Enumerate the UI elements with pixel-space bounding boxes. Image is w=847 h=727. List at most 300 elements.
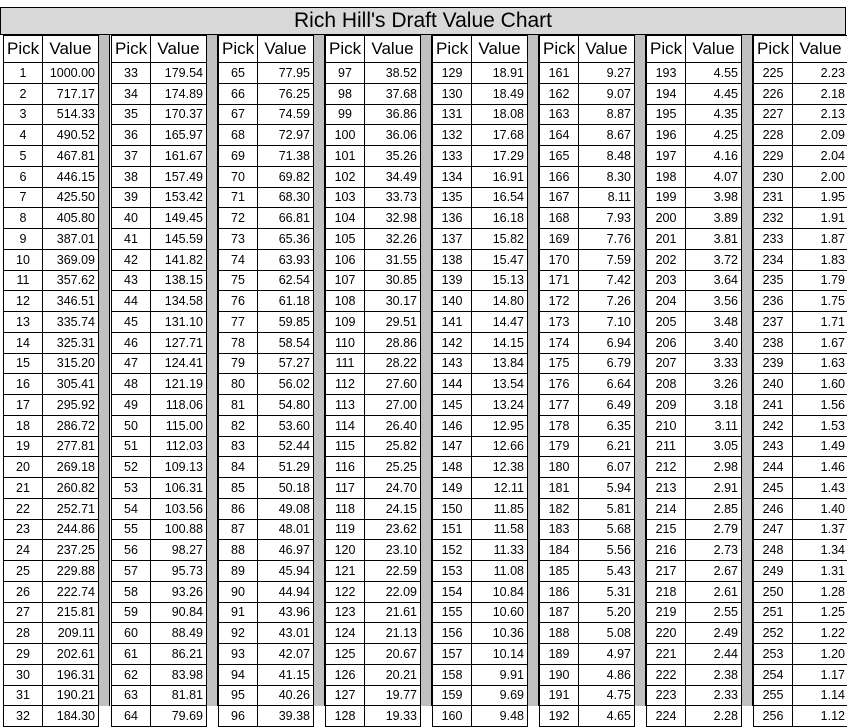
value-cell: 103.56 [151, 498, 207, 519]
value-cell: 6.21 [579, 436, 635, 457]
value-cell: 6.35 [579, 415, 635, 436]
value-cell: 15.82 [472, 229, 528, 250]
pick-cell: 137 [433, 229, 472, 250]
pick-cell: 62 [112, 664, 151, 685]
table-row [433, 270, 528, 291]
pick-cell: 243 [754, 436, 793, 457]
pick-cell: 107 [326, 270, 365, 291]
table-row [540, 478, 635, 499]
table-row [540, 229, 635, 250]
pick-cell: 32 [4, 706, 43, 727]
value-cell: 1.75 [793, 291, 847, 312]
value-cell: 90.84 [151, 602, 207, 623]
pick-cell: 143 [433, 353, 472, 374]
value-cell: 7.76 [579, 229, 635, 250]
pick-cell: 181 [540, 478, 579, 499]
value-cell: 1.83 [793, 249, 847, 270]
pick-cell: 203 [647, 270, 686, 291]
pick-cell: 194 [647, 83, 686, 104]
pick-cell: 204 [647, 291, 686, 312]
value-cell: 42.07 [258, 644, 314, 665]
pick-cell: 237 [754, 312, 793, 333]
table-row [754, 685, 847, 706]
value-cell: 5.56 [579, 540, 635, 561]
table-row [219, 229, 314, 250]
pick-cell: 126 [326, 664, 365, 685]
value-cell: 16.91 [472, 166, 528, 187]
table-row [112, 312, 207, 333]
value-cell: 4.86 [579, 664, 635, 685]
pick-cell: 242 [754, 415, 793, 436]
value-cell: 20.21 [365, 664, 421, 685]
pick-cell: 30 [4, 664, 43, 685]
table-row [112, 602, 207, 623]
pick-header: Pick [112, 36, 151, 63]
table-row [647, 374, 742, 395]
table-row [4, 498, 99, 519]
value-header: Value [579, 36, 635, 63]
pick-cell: 111 [326, 353, 365, 374]
value-cell: 2.13 [793, 104, 847, 125]
pick-cell: 53 [112, 478, 151, 499]
table-row [754, 519, 847, 540]
value-cell: 3.11 [686, 415, 742, 436]
table-row [326, 581, 421, 602]
table-row [4, 208, 99, 229]
value-cell: 145.59 [151, 229, 207, 250]
table-row [112, 83, 207, 104]
value-cell: 15.47 [472, 249, 528, 270]
table-row [540, 374, 635, 395]
value-cell: 184.30 [43, 706, 99, 727]
value-cell: 18.49 [472, 83, 528, 104]
value-cell: 369.09 [43, 249, 99, 270]
table-row [754, 540, 847, 561]
pick-cell: 156 [433, 623, 472, 644]
pick-cell: 157 [433, 644, 472, 665]
table-row [433, 602, 528, 623]
table-row [647, 312, 742, 333]
value-cell: 65.36 [258, 229, 314, 250]
value-cell: 15.13 [472, 270, 528, 291]
value-cell: 2.33 [686, 685, 742, 706]
pick-cell: 11 [4, 270, 43, 291]
table-row [219, 166, 314, 187]
pick-cell: 105 [326, 229, 365, 250]
table-row [754, 374, 847, 395]
pick-cell: 128 [326, 706, 365, 727]
pick-cell: 59 [112, 602, 151, 623]
value-cell: 1.87 [793, 229, 847, 250]
pick-cell: 63 [112, 685, 151, 706]
value-cell: 2.49 [686, 623, 742, 644]
pick-cell: 141 [433, 312, 472, 333]
table-row [754, 415, 847, 436]
value-cell: 2.44 [686, 644, 742, 665]
value-cell: 1.49 [793, 436, 847, 457]
table-row [4, 229, 99, 250]
value-cell: 3.89 [686, 208, 742, 229]
table-row [4, 395, 99, 416]
pick-cell: 196 [647, 125, 686, 146]
pick-cell: 102 [326, 166, 365, 187]
table-row [112, 457, 207, 478]
pick-cell: 240 [754, 374, 793, 395]
value-cell: 305.41 [43, 374, 99, 395]
value-cell: 16.54 [472, 187, 528, 208]
table-row [4, 249, 99, 270]
table-row [326, 540, 421, 561]
pick-cell: 185 [540, 561, 579, 582]
value-header: Value [151, 36, 207, 63]
table-row [4, 478, 99, 499]
value-cell: 269.18 [43, 457, 99, 478]
value-cell: 4.97 [579, 644, 635, 665]
table-row [112, 540, 207, 561]
pick-cell: 176 [540, 374, 579, 395]
table-row [647, 644, 742, 665]
pick-cell: 155 [433, 602, 472, 623]
table-row [433, 540, 528, 561]
pick-value-table [753, 35, 847, 727]
table-row [326, 353, 421, 374]
pick-cell: 221 [647, 644, 686, 665]
pick-cell: 219 [647, 602, 686, 623]
table-row [4, 374, 99, 395]
table-row [326, 519, 421, 540]
value-cell: 1.17 [793, 664, 847, 685]
value-cell: 1.67 [793, 332, 847, 353]
pick-cell: 99 [326, 104, 365, 125]
table-row [219, 623, 314, 644]
value-cell: 3.18 [686, 395, 742, 416]
value-cell: 244.86 [43, 519, 99, 540]
table-row [754, 561, 847, 582]
pick-cell: 256 [754, 706, 793, 727]
table-row [433, 166, 528, 187]
value-cell: 88.49 [151, 623, 207, 644]
table-row [647, 291, 742, 312]
value-cell: 83.98 [151, 664, 207, 685]
pick-cell: 212 [647, 457, 686, 478]
pick-cell: 236 [754, 291, 793, 312]
table-row [326, 664, 421, 685]
value-cell: 32.98 [365, 208, 421, 229]
value-cell: 57.27 [258, 353, 314, 374]
table-row [219, 644, 314, 665]
pick-cell: 66 [219, 83, 258, 104]
value-cell: 149.45 [151, 208, 207, 229]
pick-cell: 132 [433, 125, 472, 146]
table-row [754, 623, 847, 644]
table-row [326, 291, 421, 312]
pick-cell: 249 [754, 561, 793, 582]
value-cell: 45.94 [258, 561, 314, 582]
value-cell: 7.42 [579, 270, 635, 291]
value-cell: 69.82 [258, 166, 314, 187]
table-row [433, 457, 528, 478]
pick-cell: 250 [754, 581, 793, 602]
pick-cell: 180 [540, 457, 579, 478]
pick-cell: 232 [754, 208, 793, 229]
pick-cell: 202 [647, 249, 686, 270]
value-cell: 12.38 [472, 457, 528, 478]
pick-cell: 39 [112, 187, 151, 208]
value-cell: 41.15 [258, 664, 314, 685]
pick-cell: 166 [540, 166, 579, 187]
table-row [4, 291, 99, 312]
value-cell: 22.09 [365, 581, 421, 602]
header-row [326, 36, 421, 63]
value-cell: 28.86 [365, 332, 421, 353]
table-row [4, 353, 99, 374]
value-cell: 4.65 [579, 706, 635, 727]
pick-cell: 58 [112, 581, 151, 602]
value-cell: 48.01 [258, 519, 314, 540]
table-row [433, 63, 528, 84]
pick-cell: 20 [4, 457, 43, 478]
pick-cell: 6 [4, 166, 43, 187]
pick-cell: 17 [4, 395, 43, 416]
pick-value-table [3, 35, 99, 727]
pick-cell: 15 [4, 353, 43, 374]
value-cell: 12.95 [472, 415, 528, 436]
pick-cell: 12 [4, 291, 43, 312]
pick-cell: 187 [540, 602, 579, 623]
table-row [647, 498, 742, 519]
pick-cell: 26 [4, 581, 43, 602]
table-row [326, 83, 421, 104]
table-row [647, 249, 742, 270]
table-row [540, 706, 635, 727]
table-row [326, 706, 421, 727]
table-row [647, 63, 742, 84]
pick-cell: 145 [433, 395, 472, 416]
pick-cell: 45 [112, 312, 151, 333]
pick-cell: 142 [433, 332, 472, 353]
table-row [326, 332, 421, 353]
pick-cell: 251 [754, 602, 793, 623]
pick-cell: 195 [647, 104, 686, 125]
table-row [4, 644, 99, 665]
pick-cell: 5 [4, 146, 43, 167]
table-row [754, 457, 847, 478]
table-row [219, 146, 314, 167]
value-cell: 5.08 [579, 623, 635, 644]
pick-cell: 210 [647, 415, 686, 436]
value-cell: 1.46 [793, 457, 847, 478]
value-cell: 222.74 [43, 581, 99, 602]
value-cell: 153.42 [151, 187, 207, 208]
table-row [433, 374, 528, 395]
pick-cell: 209 [647, 395, 686, 416]
pick-cell: 83 [219, 436, 258, 457]
table-row [112, 187, 207, 208]
pick-cell: 167 [540, 187, 579, 208]
pick-cell: 41 [112, 229, 151, 250]
value-cell: 9.48 [472, 706, 528, 727]
pick-cell: 198 [647, 166, 686, 187]
value-cell: 10.36 [472, 623, 528, 644]
value-header: Value [793, 36, 847, 63]
pick-cell: 149 [433, 478, 472, 499]
table-row [219, 540, 314, 561]
value-cell: 1.91 [793, 208, 847, 229]
value-cell: 127.71 [151, 332, 207, 353]
pick-cell: 163 [540, 104, 579, 125]
table-row [219, 332, 314, 353]
pick-cell: 119 [326, 519, 365, 540]
value-cell: 30.85 [365, 270, 421, 291]
value-cell: 3.05 [686, 436, 742, 457]
value-cell: 717.17 [43, 83, 99, 104]
table-row [647, 519, 742, 540]
pick-cell: 55 [112, 519, 151, 540]
pick-cell: 222 [647, 664, 686, 685]
value-cell: 8.87 [579, 104, 635, 125]
table-row [326, 561, 421, 582]
table-row [754, 581, 847, 602]
pick-cell: 80 [219, 374, 258, 395]
value-cell: 2.91 [686, 478, 742, 499]
table-row [433, 249, 528, 270]
value-cell: 2.61 [686, 581, 742, 602]
pick-value-table [111, 35, 207, 727]
table-row [4, 436, 99, 457]
table-row [112, 208, 207, 229]
value-cell: 23.62 [365, 519, 421, 540]
pick-cell: 10 [4, 249, 43, 270]
pick-cell: 29 [4, 644, 43, 665]
value-cell: 11.58 [472, 519, 528, 540]
value-cell: 31.55 [365, 249, 421, 270]
value-cell: 22.59 [365, 561, 421, 582]
column-separator [634, 35, 646, 706]
table-row [754, 436, 847, 457]
value-cell: 7.10 [579, 312, 635, 333]
table-row [433, 187, 528, 208]
table-row [540, 498, 635, 519]
pick-cell: 144 [433, 374, 472, 395]
value-cell: 59.85 [258, 312, 314, 333]
table-row [647, 685, 742, 706]
pick-cell: 160 [433, 706, 472, 727]
table-row [112, 395, 207, 416]
table-row [540, 291, 635, 312]
table-row [112, 561, 207, 582]
header-row [219, 36, 314, 63]
table-row [540, 395, 635, 416]
table-row [219, 664, 314, 685]
pick-cell: 37 [112, 146, 151, 167]
value-cell: 8.30 [579, 166, 635, 187]
pick-cell: 152 [433, 540, 472, 561]
table-row [112, 146, 207, 167]
pick-cell: 201 [647, 229, 686, 250]
pick-cell: 220 [647, 623, 686, 644]
pick-cell: 118 [326, 498, 365, 519]
table-row [433, 104, 528, 125]
table-row [433, 664, 528, 685]
pick-cell: 31 [4, 685, 43, 706]
table-row [4, 187, 99, 208]
pick-cell: 229 [754, 146, 793, 167]
pick-cell: 38 [112, 166, 151, 187]
pick-value-table [432, 35, 528, 727]
pick-cell: 56 [112, 540, 151, 561]
value-cell: 209.11 [43, 623, 99, 644]
pick-cell: 153 [433, 561, 472, 582]
pick-cell: 72 [219, 208, 258, 229]
table-row [112, 125, 207, 146]
value-cell: 252.71 [43, 498, 99, 519]
pick-cell: 94 [219, 664, 258, 685]
pick-cell: 227 [754, 104, 793, 125]
header-row [540, 36, 635, 63]
value-cell: 43.96 [258, 602, 314, 623]
pick-cell: 188 [540, 623, 579, 644]
pick-cell: 135 [433, 187, 472, 208]
table-row [4, 83, 99, 104]
table-row [326, 229, 421, 250]
table-row [540, 270, 635, 291]
table-row [219, 249, 314, 270]
pick-cell: 74 [219, 249, 258, 270]
table-row [754, 644, 847, 665]
pick-cell: 223 [647, 685, 686, 706]
pick-cell: 151 [433, 519, 472, 540]
pick-cell: 254 [754, 664, 793, 685]
table-row [647, 229, 742, 250]
value-cell: 6.07 [579, 457, 635, 478]
value-cell: 229.88 [43, 561, 99, 582]
table-row [647, 540, 742, 561]
value-cell: 33.73 [365, 187, 421, 208]
pick-cell: 68 [219, 125, 258, 146]
pick-cell: 52 [112, 457, 151, 478]
pick-cell: 154 [433, 581, 472, 602]
pick-cell: 216 [647, 540, 686, 561]
value-cell: 112.03 [151, 436, 207, 457]
value-cell: 2.09 [793, 125, 847, 146]
pick-cell: 177 [540, 395, 579, 416]
pick-cell: 116 [326, 457, 365, 478]
pick-cell: 150 [433, 498, 472, 519]
value-cell: 32.26 [365, 229, 421, 250]
table-row [754, 664, 847, 685]
table-row [326, 146, 421, 167]
table-row [219, 353, 314, 374]
pick-cell: 148 [433, 457, 472, 478]
table-row [326, 312, 421, 333]
pick-cell: 192 [540, 706, 579, 727]
pick-cell: 46 [112, 332, 151, 353]
value-cell: 6.49 [579, 395, 635, 416]
value-cell: 5.20 [579, 602, 635, 623]
value-cell: 3.48 [686, 312, 742, 333]
table-row [433, 291, 528, 312]
table-row [219, 415, 314, 436]
pick-cell: 186 [540, 581, 579, 602]
pick-cell: 75 [219, 270, 258, 291]
value-cell: 74.59 [258, 104, 314, 125]
value-cell: 3.40 [686, 332, 742, 353]
value-cell: 490.52 [43, 125, 99, 146]
table-row [112, 519, 207, 540]
value-cell: 25.25 [365, 457, 421, 478]
table-row [754, 125, 847, 146]
pick-cell: 199 [647, 187, 686, 208]
